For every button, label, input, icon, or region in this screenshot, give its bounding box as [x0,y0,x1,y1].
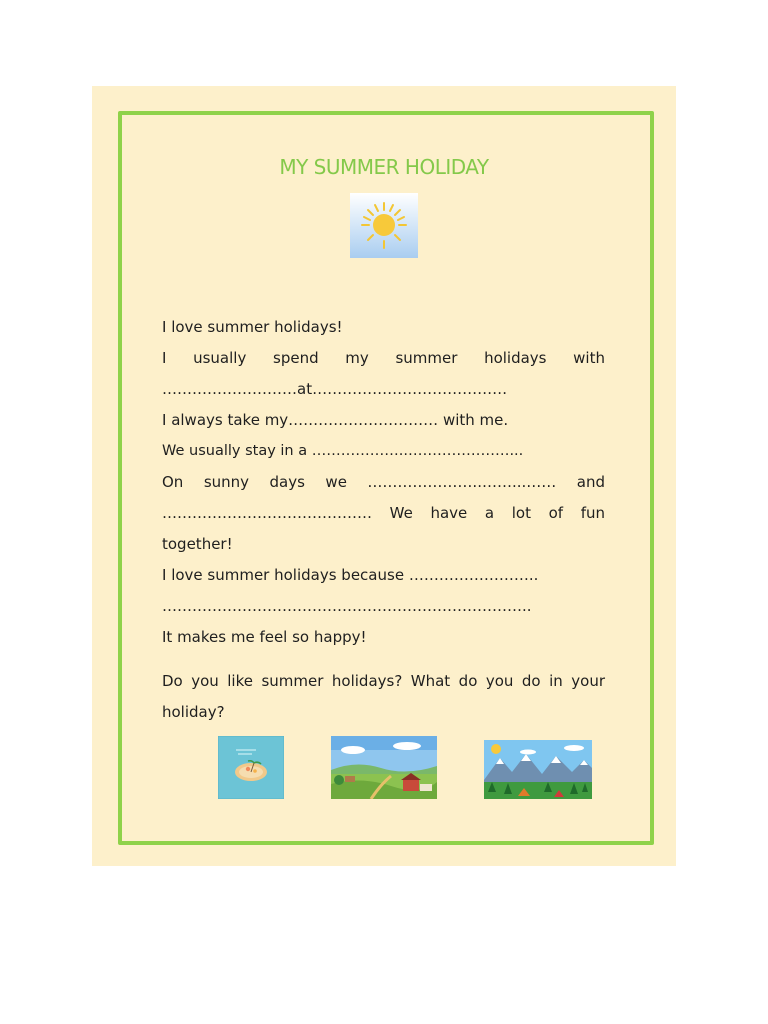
blank-line[interactable]: ……………………………………………………………….. [162,597,532,615]
text-line-because[interactable]: I love summer holidays because …………………….. [162,566,539,584]
text-line-take[interactable]: I always take my………………………… with me. [162,411,509,429]
text-line-fun[interactable]: …………………………………… We have a lot of fun [162,504,605,522]
mountains-camping-picture [484,740,592,799]
text-line-1: I love summer holidays! [162,318,343,336]
worksheet-text [162,312,605,743]
sun-icon [350,193,418,258]
text-line-happy: It makes me feel so happy! [162,628,367,646]
text-line-2: I usually spend my summer holidays with [162,349,605,367]
blank-line-with-at[interactable]: ………………………at………………………………… [162,380,508,398]
text-line-stay[interactable]: We usually stay in a ………………..…………………... [162,443,524,459]
picture-row [92,736,676,800]
worksheet-page [92,86,676,866]
worksheet-title: MY SUMMER HOLIDAY [279,155,489,179]
question-text: Do you like summer holidays? What do you do in your holiday? [162,672,605,721]
text-line-together: together! [162,535,233,553]
beach-island-picture [218,736,284,799]
text-line-sunny-days[interactable]: On sunny days we …………………..……...…… and [162,473,605,491]
countryside-farm-picture [331,736,437,799]
